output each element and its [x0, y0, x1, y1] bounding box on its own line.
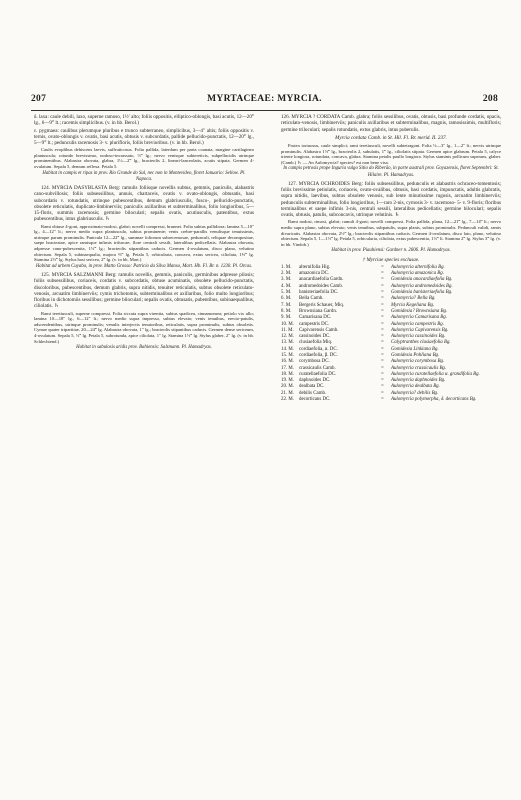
synonym-equals: = — [381, 340, 384, 346]
synonym-equals: = — [381, 371, 384, 377]
running-title: MYRTACEAE: MYRCIA. — [207, 94, 322, 104]
synonym-accepted: Aulomyrcia curatellaefolia α. grandifolia Bg. — [391, 371, 480, 377]
synonym-number: 11. M. — [281, 327, 294, 333]
synonym-accepted: Aulomyrcia cassinoides Bg. — [391, 334, 446, 340]
right-column-text — [281, 114, 501, 255]
synonym-name: anacardiaefolia Gardn. — [299, 277, 344, 283]
synonym-number: 21. M. — [281, 390, 294, 396]
synonym-number: 16. M. — [281, 359, 294, 365]
page-header — [31, 94, 498, 108]
synonym-number: 17. M. — [281, 365, 294, 371]
synonym-number: 5. M. — [281, 290, 292, 296]
synonym-accepted: Aulomyrcia Capivarensis Bg. — [391, 327, 449, 333]
synonym-name: cassinoides DC. — [299, 334, 331, 340]
synonym-accepted: Gomidesia Linkiana Bg. — [391, 346, 439, 352]
synonym-equals: = — [381, 346, 384, 352]
synonym-accepted: Aulomyrcia amazonica Bg. — [391, 271, 444, 277]
synonym-number: 4. M. — [281, 283, 292, 289]
synonym-accepted: Aulomyrcia andromedoides Bg. — [391, 283, 453, 289]
synonym-name: Camarisana DC. — [299, 315, 332, 321]
synonym-name: Bergeris Schauer, Miq. — [299, 302, 345, 308]
header-rule — [31, 110, 498, 111]
left-column-paragraph: Rami obtuse 4-goni, approximato-nodosi, glabri; novelli compressi, brunnei. Folia subtus pallidiora; lamina 5—10″ lg., 4—12″ lt.; nervo medio supra planiusculo, subtus prominente; venis crebre-parallis venulisque tenuissimis, utrinque parum prominulis. Panicula 12—22‴ lg., summae foliorum subrecemosae, pedunculi, reliquae decompositae, saepe bracteatae, apice ramisque infimis trifurcae; flore centrali sessili, lateralibus pedicellatis. Alabastra obovata, adpresse cano-pubescentia, 1⅓‴ lg.; bracteolis stipantibus caducis. Germen 4-ovulatum, disco plano, velutino obtectum. Sepala 5, subinaequalia, majora ⅔‴ lg. Petala 5, orbicularia, concava, extus sericea, ciliolata, 1⅔‴ lg. Stamina 2½‴ lg. Stylus basi sericea, 2‴ lg. (v. in hb. Mart.) — [34, 223, 254, 263]
synonym-name: crassicaulis Camb. — [299, 365, 336, 371]
synonym-number: 19. M. — [281, 378, 294, 384]
synonym-name: corymbosa DC. — [299, 359, 330, 365]
right-column-paragraph: In campis petrosis prope Inguria vulgo Sitio do Riberão, in parte australi prov. Goyazensis, floret Septembri: St. Hilaire. Pl. Hamadryas. — [283, 166, 499, 178]
left-column-paragraph: Habitat in sabulosis aridis prov. Bahiensis: Salzmann. Pl. Hamadryas. — [76, 345, 212, 351]
right-column-paragraph: Habitat in prov. Piauhiensi: Gardner n. 2606. Pl. Hamadryas. — [331, 248, 451, 254]
synonym-number: 20. M. — [281, 384, 294, 390]
synonym-equals: = — [381, 290, 384, 296]
synonym-name: debilis Camb. — [299, 390, 327, 396]
synonym-equals: = — [381, 296, 384, 302]
left-column — [34, 114, 254, 352]
left-column-paragraph: δ. laxa: caule debili, laxo, superne ramoso, 1½′ alto; foliis oppositis, elliptico-oblongis, basi acutis, 12—20‴ lg., 6—9‴ lt.; racemis simplicibus. (v. in hb. Berol.) — [34, 114, 254, 127]
synonym-number: 13. M. — [281, 340, 294, 346]
synonym-equals: = — [381, 384, 384, 390]
right-column-paragraph: Myrcia cordata Camb. in St. Hil. Fl. Br. merid. II. 237. — [335, 134, 447, 141]
synonym-number: 1. M. — [281, 264, 292, 270]
synonym-equals: = — [381, 327, 384, 333]
left-column-paragraph: Rami teretiusculi, superne compressi. Folia siccata supra virentia, subtus spadicea, cinnamomea; petiolo vix ullo; lamina 10—18″ lg., 6—12″ lt.; nervo medio supra impresso, subtus elevato; venis tenuibus, erecto-patulis, adscendentibus, utrinque prominulis; venulis interjectis tenuioribus, reticulatis, supra prominulis, subtus obsoletis. Cymae quater tripartitae, 20—24‴ lg. Alabastra obovata, 1″ lg.; bracteolis stipantibus caducis. Germen dense sericeum, 4-ovulatum. Sepala 5, ⅓‴ lg. Petala 5, subrotunda, apice ciliolata, 1″ lg. Stamina 1½‴ lg. Stylus glaber, 2″ lg. (v. in hb. Schlechtend.) — [34, 310, 254, 344]
synonym-accepted: Aulomyrcia crassicaulis Bg. — [391, 365, 447, 371]
synonym-name: Bella Camb. — [299, 296, 324, 302]
synonym-name: amazonica DC. — [299, 271, 330, 277]
synonym-number: 22. M. — [281, 397, 294, 403]
synonym-equals: = — [381, 277, 384, 283]
left-column-paragraph: ε. pygmaea: caulibus plerumque pluribus e trunco subterraneo, simplicibus, 3—4″ altis; foliis oppositis v. ternis, ovato-oblongis v. ovatis, basi acutis, obtusis v. subcordatis, pallide pellucido-punctatis, 12—20‴ lg., 5—9‴ lt.; pedunculis racemosis 3- v. plurifloris, foliis brevioribus. (v. in hb. Berol.) — [34, 127, 254, 146]
synonym-number: 9. M. — [281, 315, 292, 321]
right-column-paragraph: Rami nodosi, rimosi, glabri; ramuli 4-goni; novelli compressi. Folia pallida, plana, 12—21‴ lg., 7—14‴ lt.; nervo medio supra plano, subtus elevato; venis tenuibus, subpatulis, supra planis, subtus prominulis. Pedunculi validi, ramis divaricatis. Alabastra obovata, 2½‴ lg.; bracteolis stipantibus caducis. Germen 4-ovulatum, disco lato, plano, velutino obtectum. Sepala 5, 1—1½‴ lg. Petala 5, orbicularia, ciliolata, extus pubescentia, 1⅓‴ lt. Stamina 2‴ lg. Stylus 3‴ lg. (v. in hb. Vindob.) — [281, 219, 501, 247]
left-column-paragraph: Habitat ad urbem Cuyaba, in prov. Matto Grosso: Patricio da Silva Manso, Mart. Hb. Fl. Br. n. 1230. Pl. Orcas. — [35, 263, 253, 269]
synonym-accepted: Gomidesia Pohliana Bg. — [391, 353, 440, 358]
page-number-right: 208 — [482, 94, 498, 104]
page-number-left: 207 — [31, 94, 47, 104]
right-column — [281, 114, 501, 403]
synonym-name: clusiaefolia Miq. — [299, 340, 333, 346]
synonym-number: 6. M. — [281, 296, 292, 302]
synonym-accepted: Gomidesia banisteriaefolia Bg. — [391, 290, 453, 296]
synonym-name: dealbata DC. — [299, 384, 325, 390]
synonym-equals: = — [381, 365, 384, 371]
left-column-paragraph: 124. MYRCIA DASYBLASTA Berg: ramulis foliisque novellis subtus, gemmis, paniculis, alabastris cano-subvillosis; foliis subsessilibus, annuis, chartaceis, ovatis v. ovato-oblongis, obtusatis, basi subcordatis v. rotundatis, utrinque pubescentibus, demum glabriusculis, fusco-, pellucido-punctatis, obsolete reticulatis, duplicato-limbinerviis; paniculis axillaribus et subterminalibus, folio longioribus, 5—15-floris, summis racemosis; germine biloculari; sepalis ovatis, acutiusculis, patentibus, extus pubescentibus, intus glabriusculis. ♄ — [34, 185, 254, 223]
synonym-equals: = — [381, 334, 384, 340]
synonym-number: 14. M. — [281, 346, 294, 352]
synonym-number: 8. M. — [281, 308, 292, 314]
synonym-number: 3. M. — [281, 277, 292, 283]
synonym-accepted: Aulomyrcia campestris Bg. — [391, 321, 444, 327]
synonym-accepted: Aulomyrcia alternifolia Bg. — [391, 264, 445, 270]
synonym-equals: = — [381, 308, 384, 314]
synonym-equals: = — [381, 390, 384, 396]
left-column-paragraph: Caulis evoplibus dehiscens laevis, suffruticosus. Folia pallida, laterdum per paria coanata, margine cartilagineo planiuscula; rotundo brevissimo, nodoso-incrassato, ⅓‴ lg.; nervo venisque subtereticis, subpellucidis utrinque prominentibus. Alabastra obovata, glabra, 1⅓—2‴ lg., bracteolis 2, lineari-lanceolatis, acutis stipata. Germen 4-ovulatum. Sepala 5, demum reflexa. Petala 5. — [34, 147, 254, 170]
synonym-number: 15. M. — [281, 353, 294, 358]
synonym-accepted: Aulomyrcia dealbata Bg. — [391, 384, 440, 390]
synonym-name: campestris DC. — [299, 321, 330, 327]
synonym-accepted: Gomidesia anacardiaefolia Bg. — [391, 277, 453, 283]
synonym-accepted: Calyptranthes clusiaefolia Bg. — [391, 340, 451, 346]
synonym-number: 7. M. — [281, 302, 292, 308]
synonym-number: 2. M. — [281, 271, 292, 277]
synonym-number: 18. M. — [281, 371, 294, 377]
synonym-equals: = — [381, 321, 384, 327]
right-column-paragraph: 126. MYRCIA ? CORDATA Camb. glabra; foliis sessilibus, ovatis, obtusis, basi profunde cordatis, opacis, reticulato-venosis, limbinerviis; paniculis axillaribus et subterminalibus, magnis, ramosissimis, multifloris; germine triloculari; sepalis rotundatis, extus glabris, intus puberulis. — [281, 114, 501, 133]
synonym-equals: = — [381, 315, 384, 321]
left-column-paragraph: 125. MYRCIA SALZMANNI Berg: ramulis novellis, gemmis, paniculis, germinibus adpresse pilosis; foliis subsessilibus, coriaceis, cordatis v. subcordatis, obtuse acuminatis, obsolete pellucido-punctatis, discoloribus, pubescentibus, demum glabris, supra nitidis, tenuiter reticulatis, subtus obsolete reticulato-venosis, arcuatim limbinerviis; cymis trichotomis, subterminalibus et axillaribus, folio multo longioribus; floribus in dichotomiis sessilibus; germine biloculari; sepalis ovatis, obtusatis, pubentibus, subinaequalibus, ciliolatis. ♄ — [34, 272, 254, 310]
synonym-name: andromedoides Camb. — [299, 283, 344, 289]
synonym-accepted: Aulomyrcia? Bella Bg. — [391, 296, 436, 302]
synonym-accepted: Aulomyrcia daphnoides Bg. — [391, 378, 446, 384]
synonym-accepted: Aulomyrcia? debilis Bg. — [391, 390, 439, 396]
synonym-equals: = — [381, 359, 384, 365]
synonym-accepted: Myrcia Kegeliana Bg. — [391, 302, 435, 308]
synonym-equals: = — [381, 264, 384, 270]
synonym-equals: = — [381, 302, 384, 308]
synonym-name: curatellaefolia DC. — [299, 371, 337, 377]
synonym-equals: = — [381, 271, 384, 277]
exclusae-heading: † Myrciae species exclusae. — [362, 256, 420, 263]
synonym-name: cordiaefolia, α. DC. — [299, 346, 338, 352]
synonym-name: cordiaefolia, β. DC. — [299, 353, 338, 358]
right-column-paragraph: Frutex tortuosus, caule simplici; rami teretiusculi, novelli subtetragoni. Folia ½—3″ lg., 1—2″ lt.; nervis utrinque prominulis. Alabastra 1½‴ lg., bracteolis 2, subulatis, 1‴ lg., ciliolatis stipata. Germen apice glabrum. Petala 5, calyce triente longiora, rotundata, concava, glabra. Stamina petalis paullo longiora. Stylus staminis pollicum superans, glaber. (Camb.) ♄ — An Aulomyrcia? species? est non bene visa. — [281, 143, 501, 165]
synonym-accepted: Aulomyrcia corymbosa Bg. — [391, 359, 445, 365]
synonym-row — [281, 397, 501, 403]
synonym-name: decorticans DC. — [299, 397, 331, 403]
synonym-equals: = — [381, 283, 384, 289]
synonym-name: Brownsiana Gardn. — [299, 308, 338, 314]
synonym-name: Capivarensis Camb. — [299, 327, 339, 333]
synonym-equals: = — [381, 353, 384, 358]
synonym-equals: = — [381, 397, 384, 403]
synonym-accepted: Aulomyrcia Camarisana Bg. — [391, 315, 447, 321]
right-column-paragraph: 127. MYRCIA OCHROIDES Berg: foliis subsessilibus, pedunculis et alabastris ochraceo-tomentosis; foliis brevissime petiolatis, coriaceis, ovato-ovalibus, obtusis, basi cordatis, impunctatis, adultis glabratis, supra nitidis, laevibus, subtus obsolete venosis, sub lente minutissime rugosis, arcuatim limbinerviis; pedunculis subterminalibus, folio longioribus, 1—raro 2-nis, cymosis 3- v. racemoso- 5- v. 9-floris; floribus terminalibus et saepe infimis 3-nis, centrali sessili, lateralibus pedicellatis; germine biloculari; sepalis ovatis, obtusis, patulis, subconcavis, utrinque velutinis. ♄ — [281, 180, 501, 219]
synonym-equals: = — [381, 378, 384, 384]
synonym-number: 10. M. — [281, 321, 294, 327]
synonym-table — [281, 265, 501, 404]
synonym-accepted: Aulomyrcia polymorpha, δ. decorticans Bg. — [391, 397, 477, 403]
synonym-name: banisteriaefolia DC. — [299, 290, 339, 296]
synonym-number: 12. M. — [281, 334, 294, 340]
synonym-name: alternifolia Hig. — [299, 264, 331, 270]
synonym-name: daphnoides DC. — [299, 378, 331, 384]
synonym-accepted: Gomidesia? Brownsiana Bg. — [391, 308, 448, 314]
left-column-paragraph: Habitat in campis et ripas in prov. Rio Grande do Sul, nec non in Montevideo, floret Januario: Sellow. Pl. Napoca. — [42, 170, 246, 182]
